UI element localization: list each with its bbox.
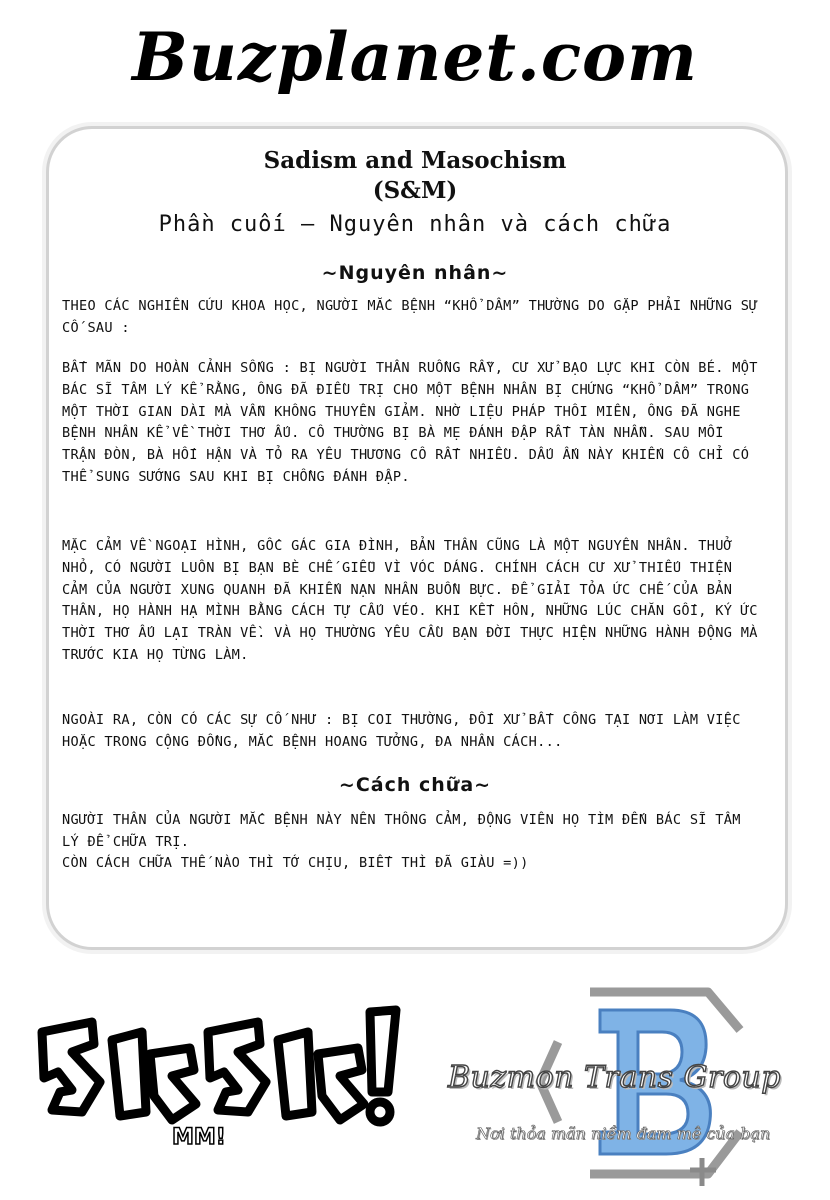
site-title: Buzplanet.com [132, 18, 698, 96]
article-title [0, 146, 830, 206]
paragraph-complex: MẶC CẢM VỀ NGOẠI HÌNH, GỐC GÁC GIA ĐÌNH, BẢN THÂN CŨNG LÀ MỘT NGUYÊN NHÂN. THUỞ NHỎ, CÓ NGƯỜI LUÔN BỊ BẠN BÈ CHẾ GIỄU VÌ VÓC DÁNG. CHÍNH CÁCH CƯ XỬ THIẾU THIỆN CẢM CỦA NGƯỜI XUNG QUANH ĐÃ KHIẾN NẠN NHÂN BUỒN BỰC. ĐỂ GIẢI TỎA ỨC CHẾ CỦA BẢN THÂN, HỌ HÀNH HẠ MÌNH BẰNG CÁCH TỰ CẤU VÉO. KHI KẾT HÔN, NHỮNG LÚC CHĂN GỐI, KÝ ỨC THỜI THƠ ẤU LẠI TRÀN VỀ. VÀ HỌ THƯỜNG YÊU CẦU BẠN ĐỜI THỰC HIỆN NHỮNG HÀNH ĐỘNG MÀ TRƯỚC KIA HỌ TỪNG LÀM. [62, 538, 758, 663]
paragraph-living-conditions: BẤT MÃN DO HOÀN CẢNH SỐNG : BỊ NGƯỜI THÂN RUỒNG RẪY, CƯ XỬ BẠO LỰC KHI CÒN BÉ. MỘT BÁC SĨ TÂM LÝ KỂ RẰNG, ÔNG ĐÃ ĐIỀU TRỊ CHO MỘT BỆNH NHÂN BỊ CHỨNG “KHỔ DÂM” TRONG MỘT THỜI GIAN DÀI MÀ VẪN KHÔNG THUYÊN GIẢM. NHỜ LIỆU PHÁP THÔI MIÊN, ÔNG ĐÃ NGHE BỆNH NHÂN KỂ VỀ THỜI THƠ ẤU. CÔ THƯỜNG BỊ BÀ MẸ ĐÁNH ĐẬP RẤT TÀN NHẪN. SAU MỖI TRẬN ĐÒN, BÀ HỐI HẬN VÀ TỎ RA YÊU THƯƠNG CÔ RẤT NHIỀU. DẤU ẤN NÀY KHIẾN CÔ CHỈ CÓ THỂ SUNG SƯỚNG SAU KHI BỊ CHỒNG ĐÁNH ĐẬP. [62, 360, 758, 485]
paragraph-other-causes: NGOÀI RA, CÒN CÓ CÁC SỰ CỐ NHƯ : BỊ COI THƯỜNG, ĐỐI XỬ BẤT CÔNG TẠI NƠI LÀM VIỆC HOẶC TRONG CỘNG ĐỒNG, MẮC BỆNH HOANG TƯỞNG, ĐA NHÂN CÁCH... [62, 712, 741, 750]
article-title-line1: Sadism and Masochism [263, 147, 567, 174]
manga-logo [22, 992, 402, 1152]
group-name: Buzmon Trans Group [448, 1060, 781, 1095]
article-title-line2: (S&M) [372, 177, 458, 204]
paragraph-joke: CÒN CÁCH CHỮA THẾ NÀO THÌ TỚ CHỊU, BIẾT THÌ ĐÃ GIÀU =)) [62, 855, 529, 871]
manga-logo-sub: MM! [172, 1125, 226, 1150]
section-heading-treatment: ~Cách chữa~ [338, 774, 492, 796]
group-slogan: Nơi thỏa mãn niềm đam mê của bạn [476, 1124, 771, 1143]
paragraph-treatment: NGƯỜI THÂN CỦA NGƯỜI MẮC BỆNH NÀY NÊN THÔNG CẢM, ĐỘNG VIÊN HỌ TÌM ĐẾN BÁC SĨ TÂM LÝ ĐỂ CHỮA TRỊ. [62, 812, 741, 850]
paragraph-intro: THEO CÁC NGHIÊN CỨU KHOA HỌC, NGƯỜI MẮC BỆNH “KHỔ DÂM” THƯỜNG DO GẶP PHẢI NHỮNG SỰ CỐ SAU : [62, 298, 758, 336]
section-heading-causes: ~Nguyên nhân~ [321, 262, 509, 284]
article-subtitle: Phần cuối – Nguyên nhân và cách chữa [158, 212, 672, 237]
